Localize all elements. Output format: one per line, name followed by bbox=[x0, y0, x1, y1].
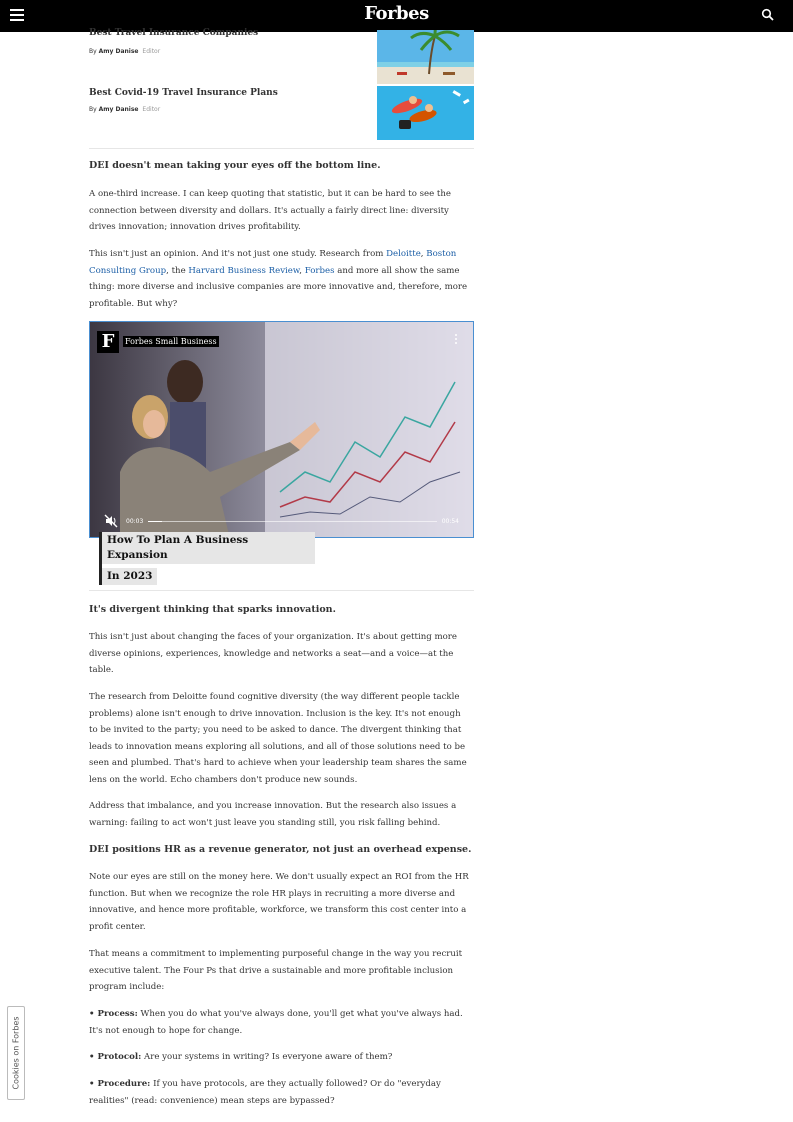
link-deloitte[interactable]: Deloitte bbox=[386, 249, 421, 259]
link-boston-consulting-group[interactable]: Boston Consulting Group bbox=[89, 249, 457, 276]
section-divider bbox=[89, 590, 474, 591]
bullet-protocol bbox=[89, 1049, 471, 1066]
bullet-text: Are your systems in writing? Is everyone aware of them? bbox=[141, 1052, 393, 1062]
section-divider bbox=[89, 148, 474, 149]
bullet-procedure bbox=[89, 1076, 471, 1109]
video-current-time: 00:03 bbox=[126, 518, 144, 525]
search-icon[interactable] bbox=[761, 8, 775, 22]
related-article-byline bbox=[89, 48, 160, 55]
forbes-logo[interactable]: Forbes bbox=[364, 3, 429, 24]
cookies-consent-tab[interactable] bbox=[7, 1006, 25, 1100]
bullet-lead: • Procedure: bbox=[89, 1079, 151, 1089]
paragraph: This isn't just about changing the faces of your organization. It's about getting more diverse opinions, experiences, knowledge and networks a seat—and a voice—at the table. bbox=[89, 632, 457, 675]
bullet-text: If you have protocols, are they actually followed? Or do "everyday realities" (read: convenience) mean steps are bypassed? bbox=[89, 1079, 441, 1106]
related-article-item[interactable] bbox=[89, 4, 474, 84]
paragraph: That means a commitment to implementing purposeful change in the way you recruit executive talent. The Four Ps that drive a sustainable and more profitable inclusion program include: bbox=[89, 949, 463, 992]
byline-author[interactable]: Amy Danise bbox=[98, 106, 139, 113]
travelers-thumbnail[interactable] bbox=[377, 86, 474, 140]
muted-speaker-icon[interactable] bbox=[104, 514, 118, 528]
bullet-process bbox=[89, 1006, 471, 1039]
link-harvard-business-review[interactable]: Harvard Business Review bbox=[188, 265, 300, 276]
paragraph-text: This isn't just an opinion. And it's not just one study. Research from bbox=[89, 249, 387, 259]
paragraph: A one-third increase. I can keep quoting that statistic, but it can be hard to see the connection between diversity and dollars. It's actually a fairly direct line: diversity drives innovation; innovation drives profitability. bbox=[89, 189, 452, 232]
paragraph: Note our eyes are still on the money here. We don't usually expect an ROI from the HR function. But when we recognize the role HR plays in recruiting a more diverse and innovative, and hence more profitable, workforce, we transform this cost center into a profit center. bbox=[89, 872, 469, 932]
related-article-title[interactable]: Best Covid-19 Travel Insurance Plans bbox=[89, 88, 278, 98]
byline-by: By bbox=[89, 106, 97, 113]
video-progress-track[interactable] bbox=[148, 521, 437, 522]
byline-author[interactable]: Amy Danise bbox=[98, 48, 139, 55]
section-heading: It's divergent thinking that sparks innovation. bbox=[89, 604, 336, 615]
paragraph bbox=[89, 246, 471, 312]
video-title-line: In 2023 bbox=[102, 568, 157, 585]
video-frame-image bbox=[90, 322, 474, 538]
related-article-title[interactable]: Best Travel Insurance Companies bbox=[89, 28, 259, 38]
video-player[interactable] bbox=[89, 321, 474, 538]
paragraph: The research from Deloitte found cognitive diversity (the way different people tackle problems) alone isn't enough to drive innovation. Inclusion is the key. It's not enough to be invited to the party; you need to be asked to dance. The divergent thinking that leads to innovation means exploring all solutions, and all of those solutions need to be seen and plumbed. That's hard to achieve when your leadership team shares the same lens on the world. Echo chambers don't produce new sounds. bbox=[89, 692, 467, 785]
beach-thumbnail[interactable] bbox=[377, 30, 474, 84]
video-title-line: How To Plan A Business Expansion bbox=[102, 532, 315, 564]
byline-by: By bbox=[89, 48, 97, 55]
related-article-item[interactable] bbox=[89, 84, 474, 144]
video-progress-fill bbox=[148, 521, 162, 522]
video-duration: 00:54 bbox=[441, 518, 459, 525]
bullet-text: When you do what you've always done, you'll get what you've always had. It's not enough to hope for change. bbox=[89, 1009, 463, 1036]
video-title[interactable] bbox=[99, 532, 315, 585]
paragraph-text: , bbox=[299, 265, 305, 276]
byline-role: Editor bbox=[142, 48, 161, 55]
section-heading: DEI positions HR as a revenue generator, not just an overhead expense. bbox=[89, 844, 472, 855]
link-forbes[interactable]: Forbes bbox=[304, 265, 335, 276]
paragraph-text: and more all show the same thing: more diverse and inclusive companies are more innovative and, therefore, more profitable. But why? bbox=[89, 265, 468, 309]
video-channel-name[interactable]: Forbes Small Business bbox=[125, 337, 217, 346]
section-heading: DEI doesn't mean taking your eyes off the bottom line. bbox=[89, 160, 381, 171]
related-article-byline bbox=[89, 106, 160, 113]
forbes-channel-badge: F bbox=[97, 331, 119, 353]
bullet-lead: • Protocol: bbox=[89, 1052, 142, 1062]
byline-role: Editor bbox=[142, 106, 161, 113]
cookies-label: Cookies on Forbes bbox=[11, 1016, 21, 1090]
paragraph-text: , the bbox=[166, 265, 189, 276]
more-options-icon[interactable] bbox=[455, 334, 459, 346]
bullet-lead: • Process: bbox=[89, 1009, 138, 1019]
paragraph: Address that imbalance, and you increase innovation. But the research also issues a warning: failing to act won't just leave you standing still, you risk falling behind. bbox=[89, 801, 457, 828]
paragraph-text: , bbox=[420, 249, 427, 259]
